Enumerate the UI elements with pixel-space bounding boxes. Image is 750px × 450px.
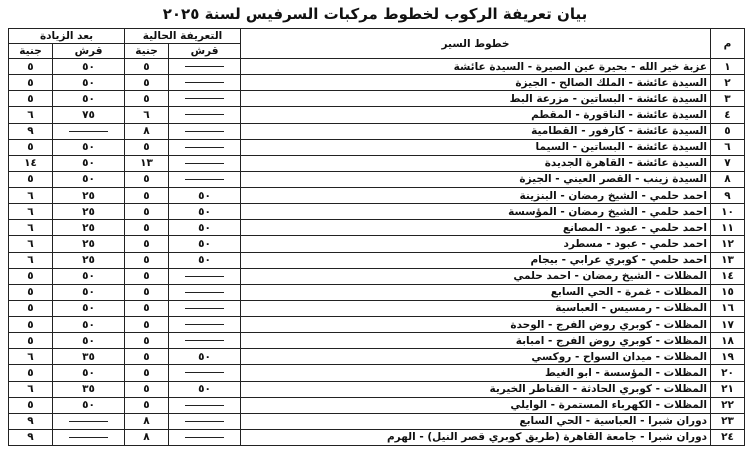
route-name: المظلات - الكهرباء المستمرة - الوايلي xyxy=(241,397,711,413)
after-piaster xyxy=(53,123,125,139)
table-row xyxy=(9,300,745,316)
current-piaster xyxy=(169,171,241,187)
current-pound: ٥ xyxy=(125,188,169,204)
route-name: السيدة عائشة - القاهرة الجديدة xyxy=(241,155,711,171)
route-name: احمد حلمي - عبود - مسطرد xyxy=(241,236,711,252)
after-piaster: ٥٠ xyxy=(53,300,125,316)
current-pound: ٥ xyxy=(125,349,169,365)
after-pound: ٥ xyxy=(9,91,53,107)
current-piaster xyxy=(169,59,241,75)
after-pound: ٥ xyxy=(9,284,53,300)
header-current-pound: جنية xyxy=(125,44,169,59)
current-pound: ٥ xyxy=(125,365,169,381)
current-pound: ٥ xyxy=(125,75,169,91)
row-number: ١٢ xyxy=(711,236,745,252)
row-number: ٧ xyxy=(711,155,745,171)
after-pound: ١٤ xyxy=(9,155,53,171)
table-row xyxy=(9,252,745,268)
current-pound: ٥ xyxy=(125,220,169,236)
route-name: السيدة عائشة - البساتين - مزرعة البط xyxy=(241,91,711,107)
route-name: السيدة عائشة - الملك الصالح - الجيزة xyxy=(241,75,711,91)
current-pound: ٥ xyxy=(125,317,169,333)
after-pound: ٦ xyxy=(9,381,53,397)
row-number: ١٧ xyxy=(711,317,745,333)
route-name: المظلات - ميدان السواح - روكسي xyxy=(241,349,711,365)
current-pound: ٥ xyxy=(125,268,169,284)
after-pound: ٦ xyxy=(9,107,53,123)
table-row xyxy=(9,397,745,413)
header-after-pound: جنية xyxy=(9,44,53,59)
current-piaster xyxy=(169,333,241,349)
route-name: المظلات - الشيخ رمضان - احمد حلمي xyxy=(241,268,711,284)
route-name: المظلات - كوبري الحادثة - القناطر الخيرية xyxy=(241,381,711,397)
current-piaster xyxy=(169,397,241,413)
after-piaster: ٢٥ xyxy=(53,220,125,236)
route-name: السيدة عائشة - البساتين - السيما xyxy=(241,139,711,155)
after-piaster xyxy=(53,429,125,445)
table-row xyxy=(9,139,745,155)
table-row xyxy=(9,123,745,139)
current-pound: ٨ xyxy=(125,123,169,139)
route-name: احمد حلمي - كوبري عرابي - بيجام xyxy=(241,252,711,268)
header-after: بعد الزيادة xyxy=(9,29,125,44)
current-pound: ٦ xyxy=(125,107,169,123)
route-name: عزبة خير الله - بحيرة عين الصيرة - السيدة عائشة xyxy=(241,59,711,75)
after-piaster: ٢٥ xyxy=(53,204,125,220)
table-row xyxy=(9,349,745,365)
after-pound: ٩ xyxy=(9,123,53,139)
current-piaster xyxy=(169,300,241,316)
route-name: السيدة عائشة - كارفور - القطامية xyxy=(241,123,711,139)
route-name: المظلات - كوبري روض الفرج - امبابة xyxy=(241,333,711,349)
table-row xyxy=(9,59,745,75)
row-number: ٤ xyxy=(711,107,745,123)
row-number: ١٣ xyxy=(711,252,745,268)
table-row xyxy=(9,365,745,381)
current-piaster xyxy=(169,139,241,155)
row-number: ١٤ xyxy=(711,268,745,284)
row-number: ١٠ xyxy=(711,204,745,220)
table-row xyxy=(9,268,745,284)
table-row xyxy=(9,381,745,397)
after-piaster: ٥٠ xyxy=(53,59,125,75)
after-pound: ٩ xyxy=(9,429,53,445)
empty-dash xyxy=(69,131,108,132)
after-pound: ٥ xyxy=(9,139,53,155)
empty-dash xyxy=(185,276,224,277)
empty-dash xyxy=(185,340,224,341)
table-row xyxy=(9,284,745,300)
after-pound: ٦ xyxy=(9,204,53,220)
current-pound: ٥ xyxy=(125,300,169,316)
page-title: بيان تعريفة الركوب لخطوط مركبات السرفيس لسنة ٢٠٢٥ xyxy=(162,5,588,23)
table-row xyxy=(9,75,745,91)
table-row xyxy=(9,204,745,220)
after-pound: ٥ xyxy=(9,300,53,316)
empty-dash xyxy=(69,437,108,438)
route-name: السيدة عائشة - الناقورة - المقطم xyxy=(241,107,711,123)
current-pound: ٥ xyxy=(125,59,169,75)
after-pound: ٥ xyxy=(9,317,53,333)
after-pound: ٦ xyxy=(9,188,53,204)
current-piaster: ٥٠ xyxy=(169,349,241,365)
current-piaster xyxy=(169,268,241,284)
empty-dash xyxy=(69,421,108,422)
table-row xyxy=(9,171,745,187)
route-name: المظلات - رمسيس - العباسية xyxy=(241,300,711,316)
empty-dash xyxy=(185,421,224,422)
current-pound: ٥ xyxy=(125,397,169,413)
after-piaster: ٥٠ xyxy=(53,333,125,349)
table-row xyxy=(9,333,745,349)
current-piaster xyxy=(169,429,241,445)
current-piaster xyxy=(169,91,241,107)
current-piaster xyxy=(169,365,241,381)
header-current-piaster: قرش xyxy=(169,44,241,59)
after-pound: ٥ xyxy=(9,268,53,284)
after-piaster: ٣٥ xyxy=(53,349,125,365)
row-number: ١٩ xyxy=(711,349,745,365)
table-row xyxy=(9,236,745,252)
current-pound: ٨ xyxy=(125,413,169,429)
after-piaster: ٢٥ xyxy=(53,188,125,204)
route-name: احمد حلمي - عبود - المصانع xyxy=(241,220,711,236)
empty-dash xyxy=(185,372,224,373)
current-piaster xyxy=(169,413,241,429)
route-name: احمد حلمي - الشيخ رمضان - البنزينة xyxy=(241,188,711,204)
current-piaster xyxy=(169,107,241,123)
empty-dash xyxy=(185,163,224,164)
after-piaster: ٧٥ xyxy=(53,107,125,123)
table-row xyxy=(9,155,745,171)
after-pound: ٦ xyxy=(9,252,53,268)
current-piaster xyxy=(169,155,241,171)
current-piaster: ٥٠ xyxy=(169,252,241,268)
current-piaster: ٥٠ xyxy=(169,188,241,204)
empty-dash xyxy=(185,292,224,293)
after-piaster: ٥٠ xyxy=(53,91,125,107)
current-pound: ٥ xyxy=(125,204,169,220)
current-pound: ٥ xyxy=(125,284,169,300)
table-row xyxy=(9,188,745,204)
empty-dash xyxy=(185,179,224,180)
after-pound: ٥ xyxy=(9,333,53,349)
row-number: ٢٠ xyxy=(711,365,745,381)
row-number: ٢١ xyxy=(711,381,745,397)
row-number: ٥ xyxy=(711,123,745,139)
after-pound: ٥ xyxy=(9,397,53,413)
row-number: ١٦ xyxy=(711,300,745,316)
after-pound: ٦ xyxy=(9,349,53,365)
empty-dash xyxy=(185,114,224,115)
row-number: ٢٤ xyxy=(711,429,745,445)
route-name: المظلات - كوبري روض الفرج - الوحدة xyxy=(241,317,711,333)
after-piaster: ٣٥ xyxy=(53,381,125,397)
after-pound: ٦ xyxy=(9,236,53,252)
after-piaster: ٥٠ xyxy=(53,75,125,91)
current-piaster: ٥٠ xyxy=(169,236,241,252)
empty-dash xyxy=(185,405,224,406)
current-pound: ٥ xyxy=(125,381,169,397)
header-row xyxy=(9,29,745,44)
after-piaster: ٥٠ xyxy=(53,284,125,300)
table-row xyxy=(9,91,745,107)
header-route: خطوط السير xyxy=(241,29,711,59)
current-pound: ٥ xyxy=(125,236,169,252)
row-number: ١ xyxy=(711,59,745,75)
after-piaster: ٢٥ xyxy=(53,252,125,268)
empty-dash xyxy=(185,131,224,132)
route-name: السيدة زينب - القصر العيني - الجيزة xyxy=(241,171,711,187)
empty-dash xyxy=(185,324,224,325)
header-num: م xyxy=(711,29,745,59)
route-name: المظلات - المؤسسة - ابو الغيط xyxy=(241,365,711,381)
after-piaster: ٥٠ xyxy=(53,155,125,171)
row-number: ٩ xyxy=(711,188,745,204)
current-piaster xyxy=(169,317,241,333)
after-pound: ٥ xyxy=(9,171,53,187)
after-pound: ٥ xyxy=(9,365,53,381)
after-piaster: ٥٠ xyxy=(53,365,125,381)
current-piaster xyxy=(169,284,241,300)
after-piaster: ٥٠ xyxy=(53,397,125,413)
current-pound: ٥ xyxy=(125,91,169,107)
empty-dash xyxy=(185,66,224,67)
row-number: ٢٢ xyxy=(711,397,745,413)
header-after-piaster: قرش xyxy=(53,44,125,59)
row-number: ٢٣ xyxy=(711,413,745,429)
row-number: ١٨ xyxy=(711,333,745,349)
current-piaster xyxy=(169,75,241,91)
empty-dash xyxy=(185,98,224,99)
table-row xyxy=(9,429,745,445)
empty-dash xyxy=(185,82,224,83)
empty-dash xyxy=(185,147,224,148)
row-number: ٢ xyxy=(711,75,745,91)
empty-dash xyxy=(185,308,224,309)
row-number: ١٥ xyxy=(711,284,745,300)
table-row xyxy=(9,220,745,236)
current-pound: ٨ xyxy=(125,429,169,445)
route-name: احمد حلمي - الشيخ رمضان - المؤسسة xyxy=(241,204,711,220)
route-name: المظلات - غمرة - الحي السابع xyxy=(241,284,711,300)
after-pound: ٥ xyxy=(9,75,53,91)
empty-dash xyxy=(185,437,224,438)
current-pound: ٥ xyxy=(125,252,169,268)
current-pound: ٥ xyxy=(125,171,169,187)
after-piaster: ٢٥ xyxy=(53,236,125,252)
table-row xyxy=(9,317,745,333)
after-pound: ٥ xyxy=(9,59,53,75)
tariff-table xyxy=(8,28,745,446)
current-piaster: ٥٠ xyxy=(169,381,241,397)
row-number: ٦ xyxy=(711,139,745,155)
route-name: دوران شبرا - جامعة القاهرة (طريق كوبري قصر النيل) - الهرم xyxy=(241,429,711,445)
after-piaster xyxy=(53,413,125,429)
current-pound: ١٣ xyxy=(125,155,169,171)
current-piaster: ٥٠ xyxy=(169,204,241,220)
after-piaster: ٥٠ xyxy=(53,171,125,187)
header-current: التعريفة الحالية xyxy=(125,29,241,44)
after-piaster: ٥٠ xyxy=(53,139,125,155)
current-piaster: ٥٠ xyxy=(169,220,241,236)
current-pound: ٥ xyxy=(125,333,169,349)
after-pound: ٦ xyxy=(9,220,53,236)
current-piaster xyxy=(169,123,241,139)
current-pound: ٥ xyxy=(125,139,169,155)
route-name: دوران شبرا - العباسية - الحي السابع xyxy=(241,413,711,429)
after-piaster: ٥٠ xyxy=(53,268,125,284)
after-pound: ٩ xyxy=(9,413,53,429)
tariff-body xyxy=(9,59,745,446)
row-number: ١١ xyxy=(711,220,745,236)
table-row xyxy=(9,413,745,429)
row-number: ٣ xyxy=(711,91,745,107)
row-number: ٨ xyxy=(711,171,745,187)
table-row xyxy=(9,107,745,123)
after-piaster: ٥٠ xyxy=(53,317,125,333)
